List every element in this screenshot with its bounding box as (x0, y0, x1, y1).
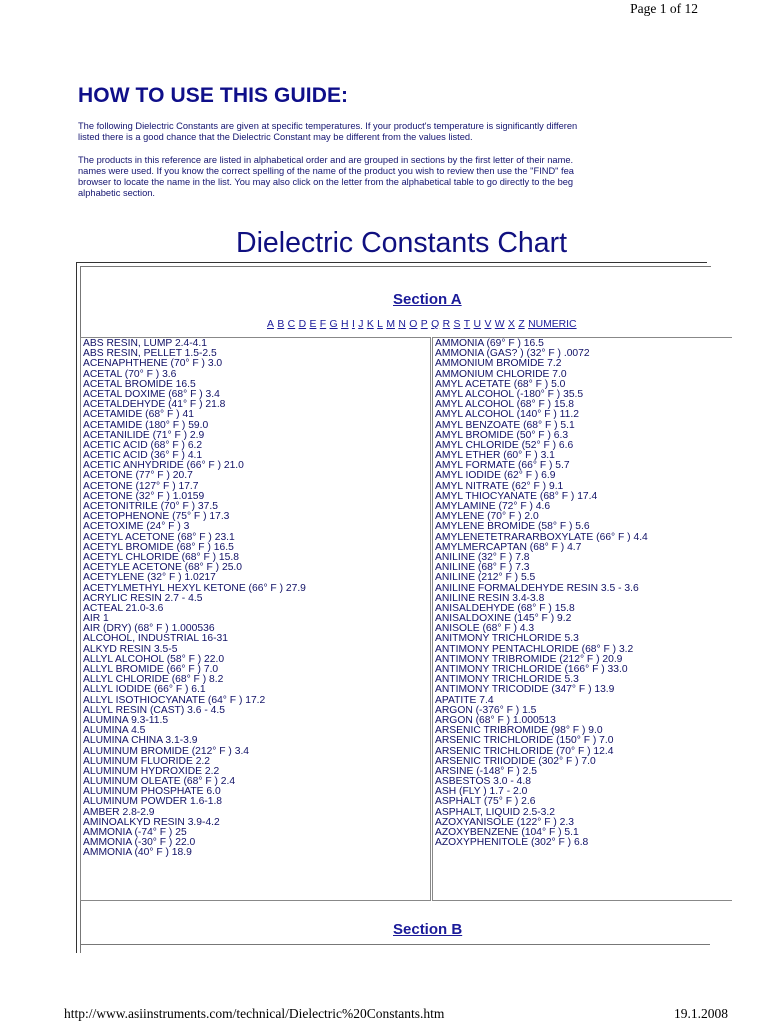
list-item: AMYL THIOCYANATE (68° F ) 17.4 (435, 490, 598, 502)
alphabet-link-w[interactable]: W (494, 319, 505, 330)
alphabet-link-h[interactable]: H (341, 319, 349, 330)
list-item: ALLYL IODIDE (66° F ) 6.1 (83, 684, 206, 696)
list-item: AMYL ALCOHOL (140° F ) 11.2 (435, 409, 579, 421)
list-item: ALLYL ALCOHOL (58° F ) 22.0 (83, 653, 225, 665)
list-item: ACETYLE ACETONE (68° F ) 25.0 (83, 562, 243, 574)
list-item: ALLYL CHLORIDE (68° F ) 8.2 (83, 674, 224, 686)
list-item: AMMONIA (69° F ) 16.5 (435, 338, 544, 349)
list-item: ALUMINUM HYDROXIDE 2.2 (83, 765, 220, 777)
list-item: ASPHALT (75° F ) 2.6 (435, 796, 536, 808)
list-item: ASH (FLY ) 1.7 - 2.0 (435, 786, 528, 798)
list-item: ANTIMONY TRICHLORIDE 5.3 (435, 674, 579, 686)
list-item: ACETYLMETHYL HEXYL KETONE (66° F ) 27.9 (83, 582, 306, 594)
alphabet-link-x[interactable]: X (507, 319, 515, 330)
list-item: ACETAL (70° F ) 3.6 (83, 368, 177, 380)
alphabet-link-l[interactable]: L (377, 319, 383, 330)
list-item: ANILINE (32° F ) 7.8 (435, 551, 530, 563)
guide-paragraph-line: alphabetic section. (78, 188, 156, 198)
list-item: ANTIMONY TRICODIDE (347° F ) 13.9 (435, 684, 615, 696)
list-item: ARSENIC TRIBROMIDE (98° F ) 9.0 (435, 725, 603, 737)
alphabet-link-f[interactable]: F (319, 319, 327, 330)
list-item: AMYL ALCOHOL (-180° F ) 35.5 (435, 388, 584, 400)
guide-paragraph-line: The following Dielectric Constants are given at specific temperatures. If your product's temperature is significantly differen (78, 121, 578, 131)
list-item: ACETOPHENONE (75° F ) 17.3 (83, 511, 230, 523)
list-item: AIR (DRY) (68° F ) 1.000536 (83, 623, 215, 635)
alphabet-link-o[interactable]: O (409, 319, 418, 330)
alphabet-link-c[interactable]: C (287, 319, 296, 330)
alphabet-link-numeric[interactable]: NUMERIC (528, 319, 577, 330)
list-item: ANILINE FORMALDEHYDE RESIN 3.5 - 3.6 (435, 582, 639, 594)
list-item: ACETALDEHYDE (41° F ) 21.8 (83, 399, 226, 411)
list-item: ALUMINA CHINA 3.1-3.9 (83, 735, 198, 747)
list-item: ABS RESIN, LUMP 2.4-4.1 (83, 338, 207, 349)
alphabet-link-m[interactable]: M (386, 319, 395, 330)
guide-heading: HOW TO USE THIS GUIDE: (78, 84, 349, 107)
alphabet-link-b[interactable]: B (277, 319, 285, 330)
list-item: ACETYL ACETONE (68° F ) 23.1 (83, 531, 235, 543)
alphabet-link-g[interactable]: G (329, 319, 338, 330)
right-entry-list (433, 338, 732, 848)
alphabet-link-i[interactable]: I (351, 319, 355, 330)
list-item: AMYL ALCOHOL (68° F ) 15.8 (435, 399, 574, 411)
list-item: AMBER 2.8-2.9 (83, 806, 155, 818)
list-item: ACETONE (32° F ) 1.0159 (83, 490, 205, 502)
left-entry-list (81, 338, 430, 859)
list-item: ACETONE (77° F ) 20.7 (83, 470, 193, 482)
list-item: AMMONIA (GAS? ) (32° F ) .0072 (435, 348, 590, 360)
list-item: ALUMINA 9.3-11.5 (83, 714, 169, 726)
list-item: AZOXYBENZENE (104° F ) 5.1 (435, 827, 579, 838)
list-item: ANISALDEHYDE (68° F ) 15.8 (435, 602, 575, 614)
list-item: ASBESTOS 3.0 - 4.8 (435, 776, 531, 788)
list-item: AMYL ACETATE (68° F ) 5.0 (435, 378, 566, 390)
footer-date: 19.1.2008 (674, 1006, 728, 1021)
list-item: ACETYL BROMIDE (68° F ) 16.5 (83, 541, 234, 553)
list-item: ANILINE RESIN 3.4-3.8 (435, 592, 545, 604)
section-b-link[interactable]: Section B (393, 921, 463, 938)
alphabet-link-q[interactable]: Q (431, 319, 440, 330)
list-item: ALLYL BROMIDE (66° F ) 7.0 (83, 664, 219, 675)
section-a-link[interactable]: Section A (393, 291, 462, 308)
list-item: ALUMINUM OLEATE (68° F ) 2.4 (83, 776, 236, 788)
list-item: ANISALDOXINE (145° F ) 9.2 (435, 613, 572, 625)
list-item: ACETYL CHLORIDE (68° F ) 15.8 (83, 551, 239, 563)
list-item: ACETIC ANHYDRIDE (66° F ) 21.0 (83, 460, 244, 472)
list-item: ANITMONY TRICHLORIDE 5.3 (435, 633, 579, 645)
list-item: ARSENIC TRIIODIDE (302° F ) 7.0 (435, 755, 596, 767)
list-item: ARSENIC TRICHLORIDE (70° F ) 12.4 (435, 745, 614, 757)
list-item: AMMONIUM BROMIDE 7.2 (435, 358, 562, 370)
list-item: ALUMINUM FLUORIDE 2.2 (83, 755, 211, 767)
list-item: ACRYLIC RESIN 2.7 - 4.5 (83, 592, 203, 604)
alphabet-link-p[interactable]: P (420, 319, 428, 330)
list-item: ALCOHOL, INDUSTRIAL 16-31 (83, 633, 228, 645)
alphabet-link-e[interactable]: E (309, 319, 317, 330)
list-item: ANTIMONY TRICHLORIDE (166° F ) 33.0 (435, 664, 628, 675)
alphabet-link-n[interactable]: N (398, 319, 406, 330)
list-item: AIR 1 (83, 613, 109, 625)
right-column (432, 337, 732, 901)
guide-paragraph-line: browser to locate the name in the list. You may also click on the letter from the alphabetical table to go directly to the beg (78, 177, 574, 187)
list-item: AMMONIA (40° F ) 18.9 (83, 847, 192, 859)
list-item: ALUMINUM PHOSPHATE 6.0 (83, 786, 221, 798)
list-item: ACETONITRILE (70° F ) 37.5 (83, 501, 218, 512)
alphabet-link-s[interactable]: S (453, 319, 461, 330)
list-item: ARGON (68° F ) 1.000513 (435, 714, 556, 726)
alphabet-link-v[interactable]: V (484, 319, 492, 330)
alphabet-link-a[interactable]: A (267, 319, 274, 330)
list-item: ACETIC ACID (68° F ) 6.2 (83, 439, 203, 451)
list-item: AMMONIA (-30° F ) 22.0 (83, 837, 196, 849)
alphabet-link-t[interactable]: T (463, 319, 471, 330)
list-item: ACETANILIDE (71° F ) 2.9 (83, 429, 205, 441)
alphabet-link-j[interactable]: J (358, 319, 364, 330)
list-item: APATITE 7.4 (435, 694, 494, 706)
guide-paragraph-line: The products in this reference are listed in alphabetical order and are grouped in sections by the first letter of their name. (78, 155, 574, 165)
list-item: ACETAL DOXIME (68° F ) 3.4 (83, 388, 220, 400)
list-item: ARSINE (-148° F ) 2.5 (435, 765, 537, 777)
list-item: AMYL ETHER (60° F ) 3.1 (435, 450, 555, 462)
guide-paragraph-1 (78, 121, 700, 143)
page-number: Page 1 of 12 (630, 1, 698, 16)
alphabet-nav (267, 319, 580, 330)
chart-title: Dielectric Constants Chart (236, 227, 568, 259)
list-item: AMYL NITRATE (62° F ) 9.1 (435, 480, 564, 492)
list-item: AZOXYPHENITOLE (302° F ) 6.8 (435, 837, 589, 849)
alphabet-link-u[interactable]: U (473, 319, 482, 330)
list-item: ANILINE (212° F ) 5.5 (435, 572, 536, 584)
left-column (80, 337, 431, 901)
list-item: ACETONE (127° F ) 17.7 (83, 480, 199, 492)
list-item: AMYLENE (70° F ) 2.0 (435, 511, 539, 523)
list-item: ARGON (-376° F ) 1.5 (435, 704, 537, 716)
alphabet-link-d[interactable]: D (298, 319, 307, 330)
list-item: ANTIMONY TRIBROMIDE (212° F ) 20.9 (435, 653, 623, 665)
list-item: ALUMINUM POWDER 1.6-1.8 (83, 796, 223, 808)
list-item: ARSENIC TRICHLORIDE (150° F ) 7.0 (435, 735, 614, 747)
list-item: ALLYL RESIN (CAST) 3.6 - 4.5 (83, 704, 225, 716)
list-item: ALUMINUM BROMIDE (212° F ) 3.4 (83, 745, 250, 757)
list-item: AMYLENETETRARARBOXYLATE (66° F ) 4.4 (435, 531, 648, 543)
list-item: AMYL IODIDE (62° F ) 6.9 (435, 470, 556, 482)
guide-paragraph-line: names were used. If you know the correct spelling of the name of the product you wish to review then use the "FIND" fea (78, 166, 574, 176)
list-item: AMINOALKYD RESIN 3.9-4.2 (83, 816, 220, 828)
footer-url: http://www.asiinstruments.com/technical/Dielectric%20Constants.htm (64, 1006, 445, 1021)
list-item: ACETOXIME (24° F ) 3 (83, 521, 190, 533)
list-item: AMYLENE BROMIDE (58° F ) 5.6 (435, 521, 590, 533)
list-item: ACETIC ACID (36° F ) 4.1 (83, 450, 203, 462)
list-item: AMYL FORMATE (66° F ) 5.7 (435, 460, 570, 472)
list-item: AMYL CHLORIDE (52° F ) 6.6 (435, 439, 574, 451)
guide-paragraph-2 (78, 155, 700, 199)
list-item: ABS RESIN, PELLET 1.5-2.5 (83, 348, 217, 360)
list-item: ACTEAL 21.0-3.6 (83, 602, 164, 614)
list-item: ACETAMIDE (68° F ) 41 (83, 409, 194, 421)
list-item: ACETAL BROMIDE 16.5 (83, 378, 196, 390)
alphabet-link-r[interactable]: R (442, 319, 451, 330)
list-item: ASPHALT, LIQUID 2.5-3.2 (435, 806, 555, 818)
list-item: ACENAPHTHENE (70° F ) 3.0 (83, 358, 223, 370)
list-item: AMYL BENZOATE (68° F ) 5.1 (435, 419, 575, 431)
guide-paragraph-line: listed there is a good chance that the Dielectric Constant may be different from the values listed. (78, 132, 473, 142)
list-item: ANTIMONY PENTACHLORIDE (68° F ) 3.2 (435, 643, 634, 655)
section-divider (80, 944, 710, 945)
list-item: ACETYLENE (32° F ) 1.0217 (83, 572, 216, 584)
alphabet-link-k[interactable]: K (366, 319, 374, 330)
list-item: AMYLAMINE (72° F ) 4.6 (435, 501, 551, 512)
list-item: ALUMINA 4.5 (83, 725, 146, 737)
list-item: AMMONIUM CHLORIDE 7.0 (435, 368, 567, 380)
list-item: ANILINE (68° F ) 7.3 (435, 562, 530, 574)
list-item: AZOXYANISOLE (122° F ) 2.3 (435, 816, 574, 828)
list-item: ALLYL ISOTHIOCYANATE (64° F ) 17.2 (83, 694, 266, 706)
list-item: ANISOLE (68° F ) 4.3 (435, 623, 535, 635)
list-item: ACETAMIDE (180° F ) 59.0 (83, 419, 209, 431)
list-item: ALKYD RESIN 3.5-5 (83, 643, 178, 655)
list-item: AMYLMERCAPTAN (68° F ) 4.7 (435, 541, 582, 553)
alphabet-link-z[interactable]: Z (518, 319, 525, 330)
list-item: AMYL BROMIDE (50° F ) 6.3 (435, 429, 569, 441)
list-item: AMMONIA (-74° F ) 25 (83, 827, 187, 838)
